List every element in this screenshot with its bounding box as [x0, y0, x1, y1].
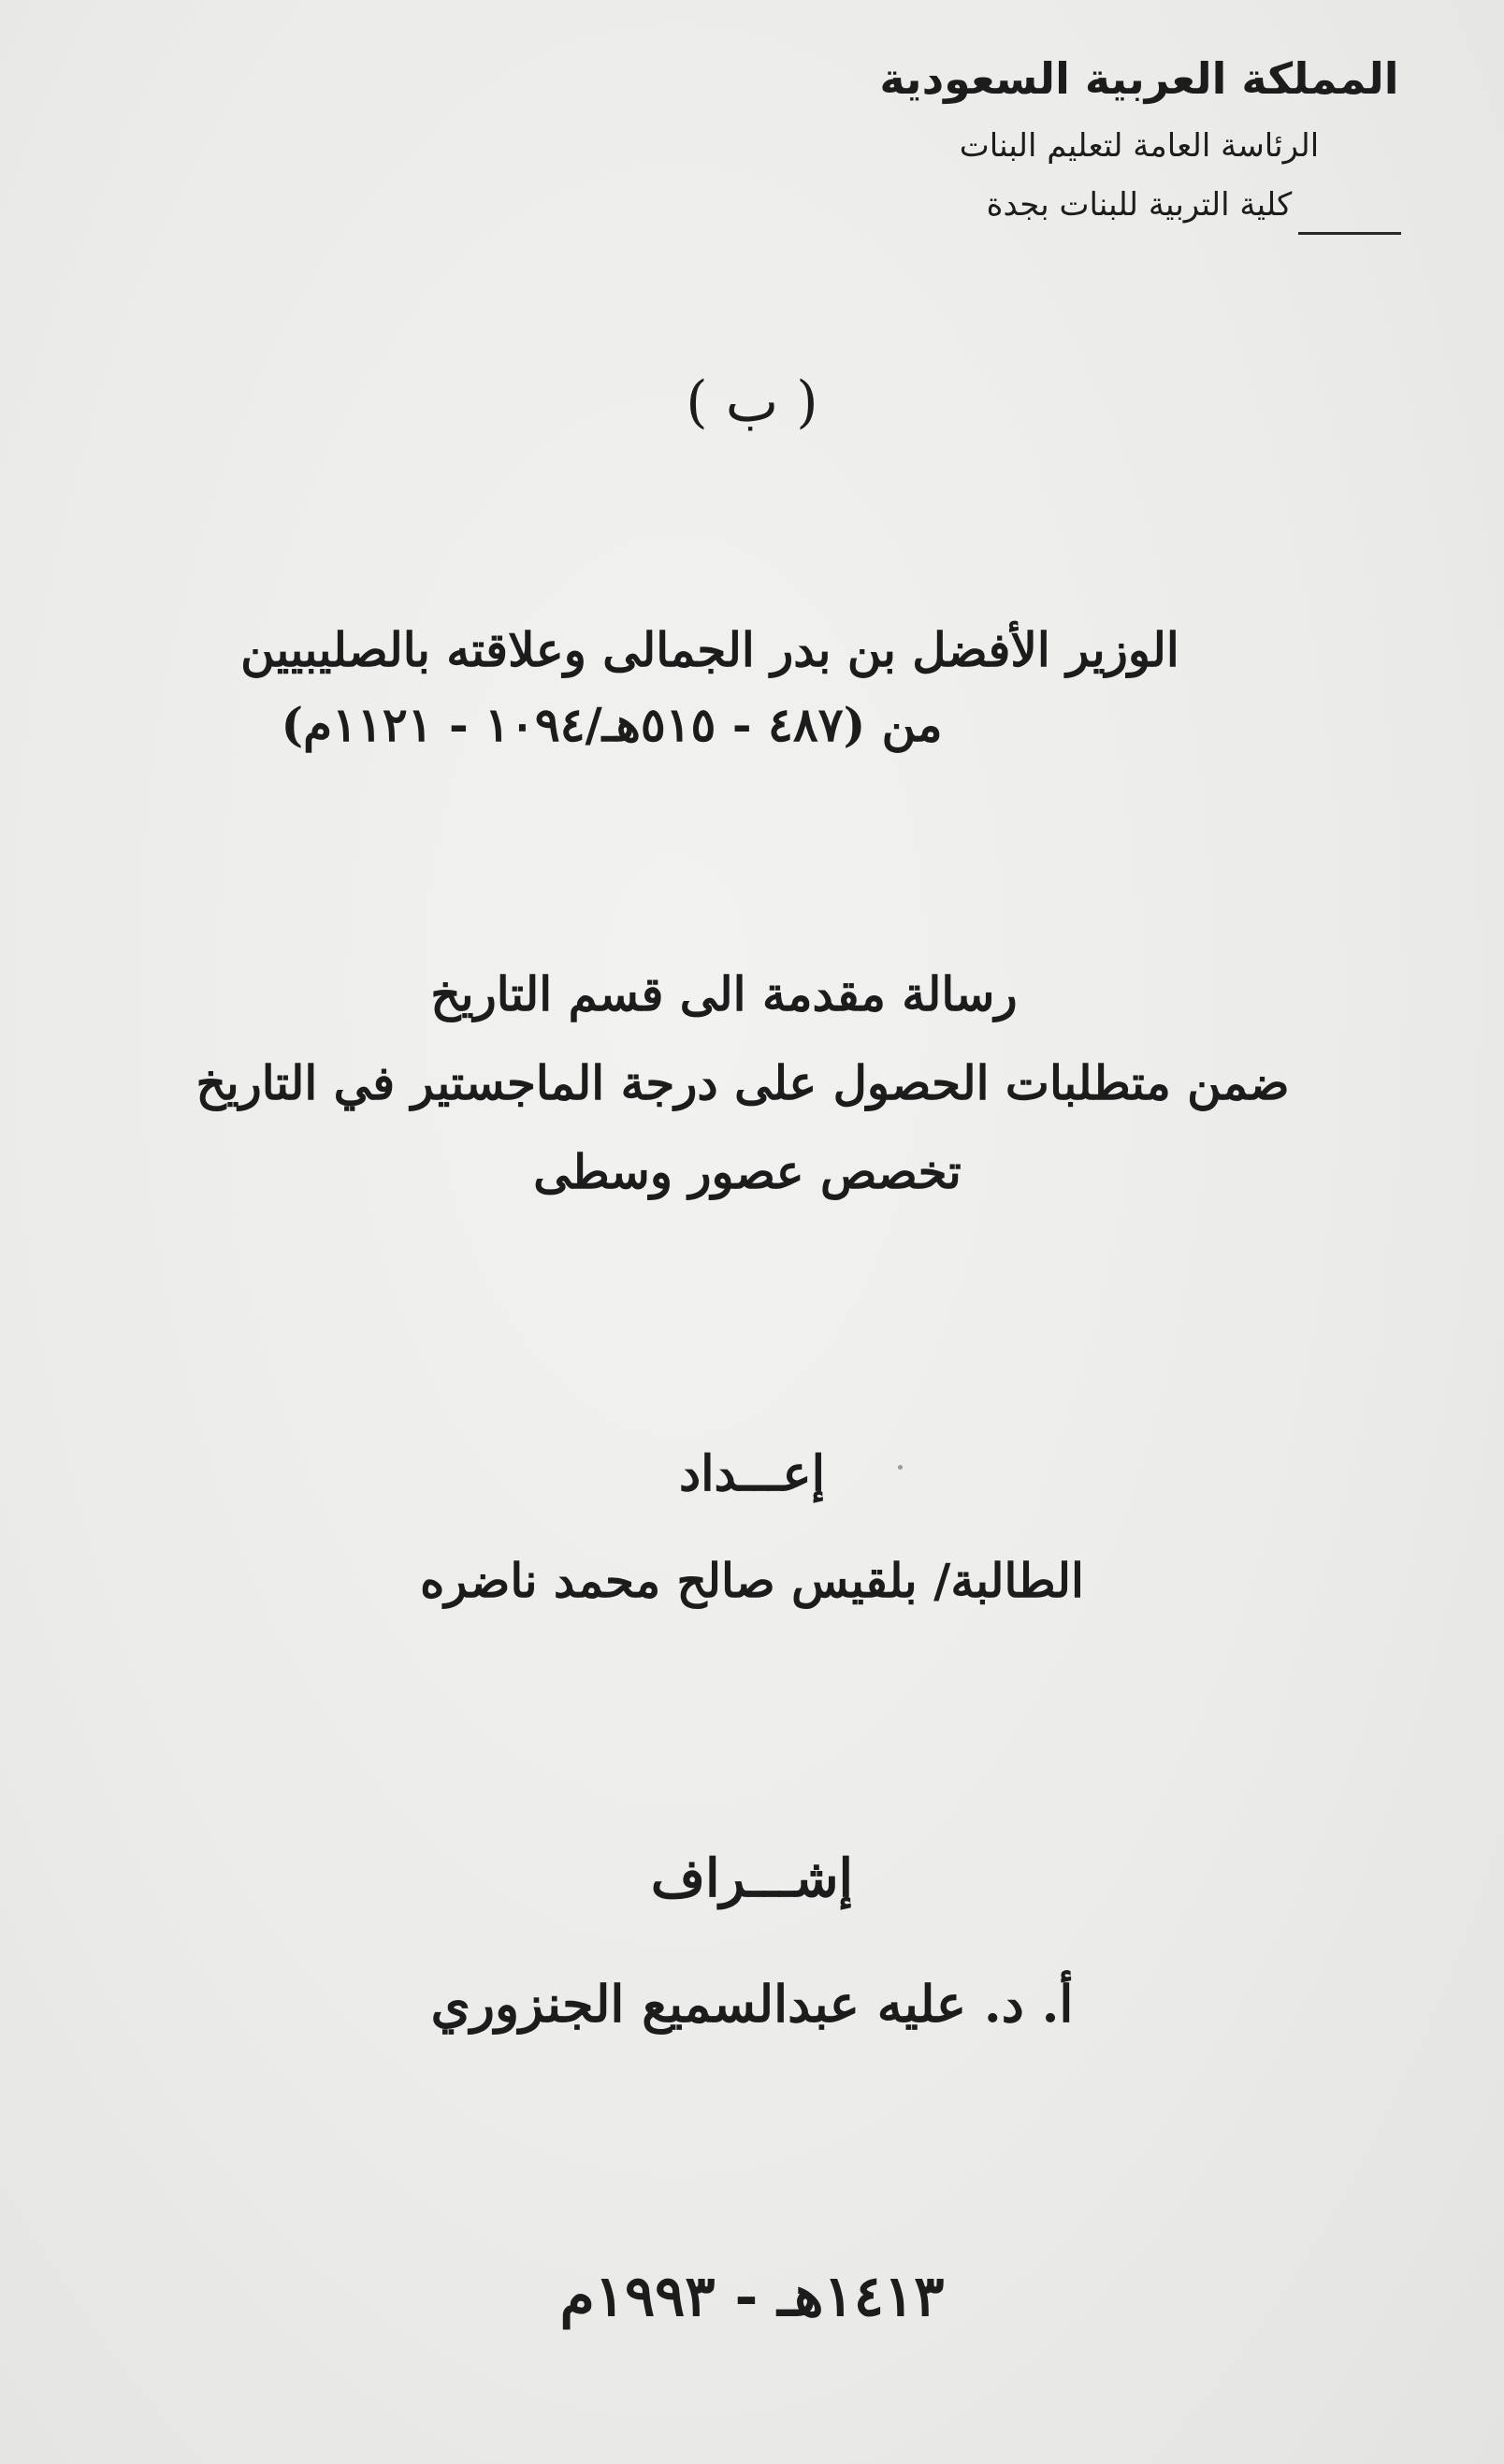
- college-name: كلية التربية للبنات بجدة: [986, 186, 1293, 225]
- submission-line-3: تخصص عصور وسطى: [533, 1144, 962, 1199]
- student-name: الطالبة/ بلقيس صالح محمد ناضره: [420, 1553, 1084, 1608]
- prepared-by-label: إعـــداد: [678, 1445, 826, 1502]
- college-underline: [1298, 232, 1401, 235]
- thesis-title-main: الوزير الأفضل بن بدر الجمالى وعلاقته بالصليبيين: [240, 622, 1179, 677]
- institution-header: [877, 51, 1401, 235]
- document-date: ١٤١٣هـ - ١٩٩٣م: [559, 2264, 945, 2329]
- submission-statement: [0, 949, 1504, 1216]
- presidency-name: الرئاسة العامة لتعليم البنات: [959, 126, 1320, 165]
- part-label: ( ب ): [686, 370, 818, 435]
- submission-line-1: رسالة مقدمة الى قسم التاريخ: [430, 966, 1018, 1022]
- thesis-title-period: من (٤٨٧ - ٥١٥هـ/١٠٩٤ - ١١٢١م): [281, 697, 943, 752]
- speck-mark: [898, 1465, 903, 1470]
- supervision-label: إشـــراف: [650, 1848, 854, 1909]
- supervisor-name: أ. د. عليه عبدالسميع الجنزوري: [430, 1974, 1074, 2034]
- kingdom-name: المملكة العربية السعودية: [879, 53, 1399, 104]
- submission-line-2: ضمن متطلبات الحصول على درجة الماجستير في التاريخ: [195, 1055, 1290, 1110]
- thesis-title: [0, 613, 1504, 762]
